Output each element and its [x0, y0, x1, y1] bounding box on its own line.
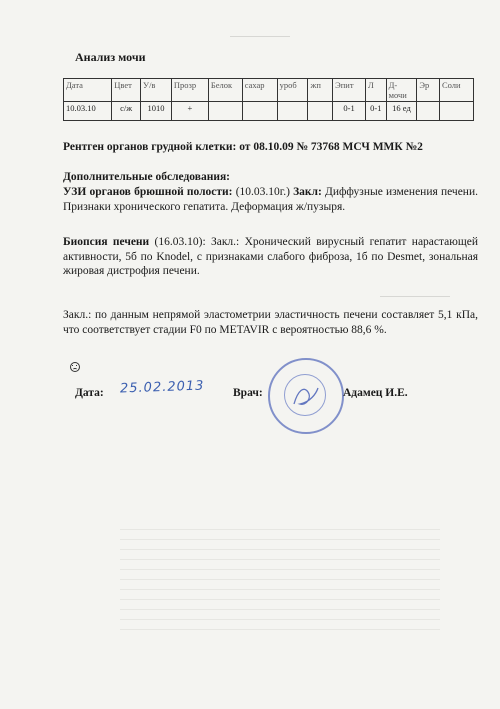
biopsy-text: (16.03.10): Закл.: Хронический вирусный гепатит нарастающей активности, 5б по Knodel, с признаками слабого фиброза, 1б по Desmet, зональная жировая дистрофия печени.	[63, 236, 478, 277]
xray-text: от 08.10.09 № 73768 МСЧ ММК №2	[236, 141, 423, 153]
xray-label: Рентген органов грудной клетки:	[63, 141, 237, 153]
table-header-cell: Соли	[439, 79, 473, 102]
table-header-cell: Л	[366, 79, 387, 102]
table-cell	[439, 102, 473, 121]
stamp-seal-icon	[268, 358, 344, 434]
table-cell: 0-1	[333, 102, 366, 121]
table-cell: 10.03.10	[64, 102, 112, 121]
table-cell: 1010	[141, 102, 172, 121]
bleed-through-decoration	[230, 36, 290, 47]
table-header-cell: Д-мочи	[386, 79, 417, 102]
table-header-cell: Прозр	[171, 79, 208, 102]
date-label: Дата:	[75, 387, 104, 399]
table-header-cell: У/в	[141, 79, 172, 102]
xray-section	[63, 140, 478, 155]
urine-analysis-title: Анализ мочи	[75, 50, 146, 64]
table-header-cell: уроб	[277, 79, 308, 102]
handwritten-date: 25.02.2013	[119, 378, 205, 397]
table-cell: 0-1	[366, 102, 387, 121]
biopsy-label: Биопсия печени	[63, 236, 150, 248]
biopsy-section	[63, 235, 478, 279]
table-cell	[308, 102, 333, 121]
doctor-label: Врач:	[233, 387, 263, 399]
ultrasound-conclusion-label: Закл:	[293, 186, 322, 198]
additional-exams-heading: Дополнительные обследования:	[63, 171, 231, 183]
ultrasound-text: Диффузные изменения печени. Признаки хронического гепатита. Деформация ж/пузыря.	[63, 186, 478, 213]
table-cell: +	[171, 102, 208, 121]
urine-analysis-table	[63, 78, 474, 121]
table-cell	[417, 102, 440, 121]
table-cell	[277, 102, 308, 121]
ultrasound-label: УЗИ органов брюшной полости:	[63, 186, 233, 198]
bleed-through-decoration	[380, 296, 450, 297]
table-cell	[242, 102, 277, 121]
elastometry-conclusion: Закл.: по данным непрямой эластометрии эластичность печени составляет 5,1 кПа, что соответствует стадии F0 по METAVIR с вероятностью 88,6 %.	[63, 309, 478, 336]
table-header-row	[64, 79, 474, 102]
bleed-through-decoration	[120, 520, 440, 630]
table-header-cell: Эпит	[333, 79, 366, 102]
ultrasound-date: (10.03.10г.)	[232, 186, 294, 198]
table-header-cell: Дата	[64, 79, 112, 102]
table-header-cell: Эр	[417, 79, 440, 102]
ultrasound-section	[63, 185, 478, 214]
table-header-cell: сахар	[242, 79, 277, 102]
table-cell	[208, 102, 242, 121]
table-header-cell: Цвет	[112, 79, 141, 102]
table-header-cell: жп	[308, 79, 333, 102]
table-header-cell: Белок	[208, 79, 242, 102]
table-cell: с/ж	[112, 102, 141, 121]
table-row	[64, 102, 474, 121]
frown-icon	[70, 362, 80, 372]
table-cell: 16 ед	[386, 102, 417, 121]
doctor-name: Адамец И.Е.	[343, 387, 408, 399]
